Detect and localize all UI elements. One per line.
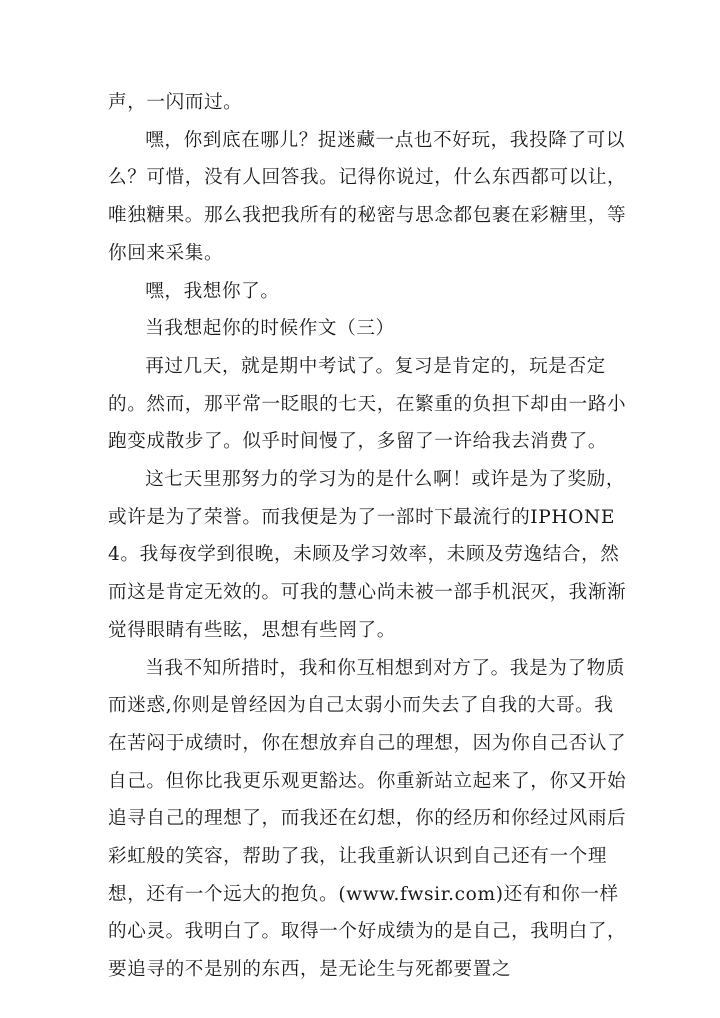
paragraph-2: 嘿，你到底在哪儿？捉迷藏一点也不好玩，我投降了可以么？可惜，没有人回答我。记得你说过，什么东西都可以让，唯独糖果。那么我把我所有的秘密与思念都包裹在彩糖里，等你回来采集。 [108,129,627,264]
document-body [108,84,628,989]
paragraph-7: 当我不知所措时，我和你互相想到对方了。我是为了物质而迷惑,你则是曾经因为自己太弱小而失去了自我的大哥。我在苦闷于成绩时，你在想放弃自己的理想，因为你自己否认了自己。但你比我更乐观更豁达。你重新站立起来了，你又开始追寻自己的理想了，而我还在幻想，你的经历和你经过风雨后彩虹般的笑容，帮助了我，让我重新认识到自己还有一个理想，还有一个远大的抱负。(www.fwsir.com)还有和你一样的心灵。我明白了。取得一个好成绩为的是自己，我明白了，要追寻的不是别的东西，是无论生与死都要置之 [108,657,627,981]
paragraph-3: 嘿，我想你了。 [145,280,280,302]
paragraph-1: 声，一闪而过。 [108,92,243,113]
section-heading: 当我想起你的时候作文（三） [145,318,395,340]
paragraph-6: 这七天里那努力的学习为的是什么啊！或许是为了奖励，或许是为了荣誉。而我便是为了一部时下最流行的IPHONE4。我每夜学到很晚，未顾及学习效率，未顾及劳逸结合，然而这是肯定无效的。可我的慧心尚未被一部手机泯灭，我渐渐觉得眼睛有些眩，思想有些罔了。 [108,469,627,641]
paragraph-5: 再过几天，就是期中考试了。复习是肯定的，玩是否定的。然而，那平常一眨眼的七天，在繁重的负担下却由一路小跑变成散步了。似乎时间慢了，多留了一许给我去消费了。 [108,355,627,453]
